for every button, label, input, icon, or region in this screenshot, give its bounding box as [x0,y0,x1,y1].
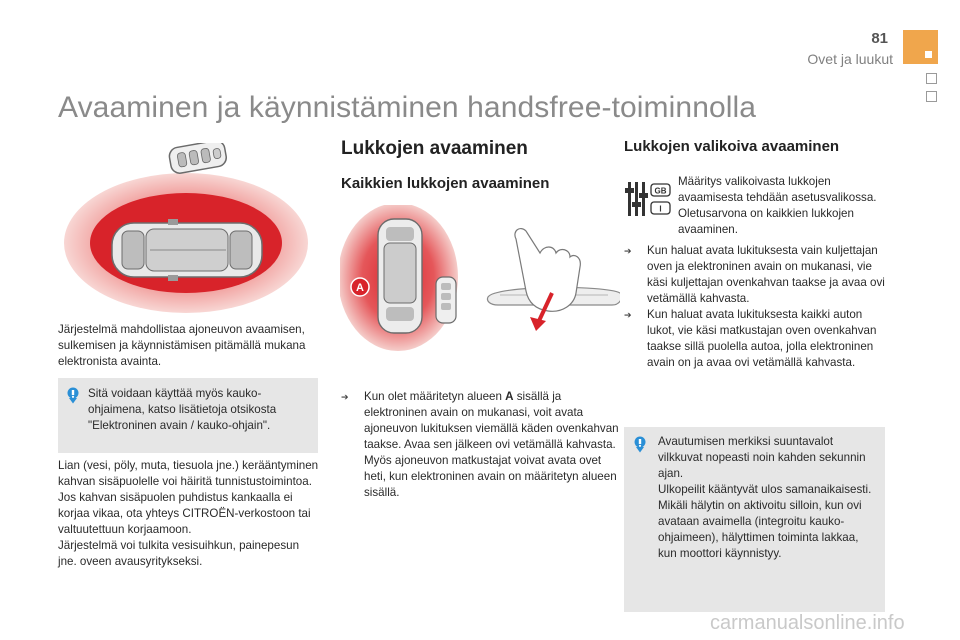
zone-a-handle-illustration [340,205,620,365]
bullet-arrow-icon: ➔ [624,246,632,256]
electronic-key [436,277,456,323]
car-top-view [112,219,262,281]
info-line: Ulkopeilit kääntyvät ulos samanaikaisesti. Mikäli hälytin on aktivoitu silloin, kun ovi avataan avaimella (integroitu kauko-ohjaimeen), hälyttimen toiminta lakkaa, kun moottori käynnistyy. [658,483,872,560]
car-front-view [378,219,422,333]
intro-text: Järjestelmä mahdollistaa ajoneuvon avaamisen, sulkemisen ja käynnistämisen pitämällä mukana elektronista avainta. [58,323,306,368]
bullet-text [364,389,626,501]
heading-unlocking: Lukkojen avaaminen [341,138,528,159]
info-box-text [658,434,880,562]
sliders-icon [625,182,648,216]
bullet-arrow-icon: ➔ [624,310,632,320]
bullet-text-part: sisällä ja elektroninen avain on mukanasi, voit avata ajoneuvon lukituksen viemällä käden ovenkahvan taakse. Avaa sen jälkeen ovi vetämällä kahvasta. [364,390,619,451]
bullet-extra-text: Myös ajoneuvon matkustajat voivat avata ovet heti, kun elektroninen avain on määritetyn alueen sisällä. [364,454,617,499]
watermark: carmanualsonline.info [710,612,905,634]
info-icon [67,387,79,404]
bullet-text: Kun haluat avata lukituksesta kaikki auton lukot, vie käsi matkustajan oven ovenkahvan taakse sillä puolella autoa, jolla elektroninen avain on ja avaa ovi vetämällä kahvasta. [647,308,877,369]
selective-intro-text: Määritys valikoivasta lukkojen avaamisesta tehdään asetusvalikossa. Oletusarvona on kaikkien lukkojen avaaminen. [678,175,877,236]
zone-a-badge [351,278,369,296]
settings-menu-icon [624,178,672,220]
language-gb-icon [651,184,670,196]
electronic-key [168,143,228,175]
warning-line: Järjestelmä voi tulkita vesisuihkun, painepesun jne. oveen avausyritykseksi. [58,539,300,568]
chapter-tab[interactable] [926,91,937,102]
chapter-tab[interactable] [926,73,937,84]
page-number: 81 [871,30,888,47]
warning-line: Jos kahvan sisäpuolen puhdistus kankaalla ei korjaa vikaa, ota yhteys CITROËN-verkostoon tai valtuutettuun korjaamoon. [58,491,311,536]
section-name: Ovet ja luukut [807,51,893,67]
car-detection-zone-illustration [58,143,320,315]
info-line: Avautumisen merkiksi suuntavalot vilkkuvat nopeasti noin kahden sekunnin ajan. [658,435,866,480]
zone-reference: A [505,390,514,403]
dirt-warning-text [58,458,320,570]
language-label: GB [654,186,667,196]
bullet-text-part: Kun olet määritetyn alueen [364,390,506,403]
bullet-text: Kun haluat avata lukituksesta vain kuljettajan oven ja elektroninen avain on mukanasi, vie käsi kuljettajan ovenkahvan taakse ja avaa ovi vetämällä kahvasta. [647,244,885,305]
language-i-icon [651,202,670,214]
bullet-arrow-icon: ➔ [341,392,349,402]
heading-selective-unlocking: Lukkojen valikoiva avaaminen [624,138,840,155]
warning-line: Lian (vesi, pöly, muta, tiesuola jne.) kerääntyminen kahvan sisäpuolelle voi häiritä tunnistustoimintoa. [58,459,319,488]
page-title: Avaaminen ja käynnistäminen handsfree-toiminnolla [58,91,757,124]
info-box-remote [58,378,318,453]
info-box-indicators [624,427,885,612]
subheading-unlock-all: Kaikkien lukkojen avaaminen [341,175,550,192]
zone-label: A [356,282,364,294]
tab-marker-icon [925,51,932,58]
info-icon [634,436,646,453]
chapter-tab-active[interactable] [903,30,938,64]
language-label: I [659,204,662,214]
info-box-text: Sitä voidaan käyttää myös kauko-ohjaimena, katso lisätietoja otsikosta "Elektroninen avain / kauko-ohjain". [88,387,277,432]
